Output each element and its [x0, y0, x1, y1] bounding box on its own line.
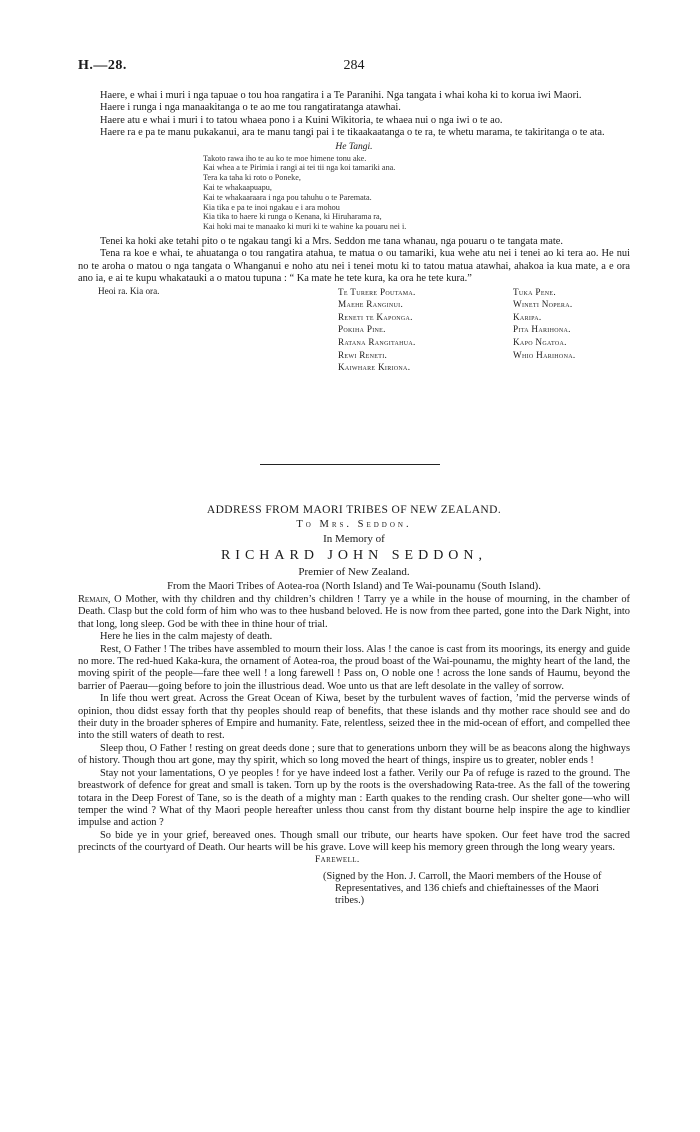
body-paragraph: Tenei ka hoki ake tetahi pito o te ngakau tangi ki a Mrs. Seddon me tana whanau, nga pouaru o te tangata mate. — [100, 236, 563, 247]
signatures-block — [78, 286, 630, 378]
poem-line: Kia tika to haere ki runga o Kenana, ki Hiruharama ra, — [203, 212, 382, 222]
signatory-name: Kapo Ngatoa. — [513, 337, 567, 347]
page-header — [78, 58, 630, 78]
poem — [203, 154, 630, 232]
farewell: Farewell. — [315, 854, 360, 865]
body-paragraph: Tena ra koe e whai, te ahuatanga o tou rangatira atahua, te matua o ou tamariki, kua wehe atu nei i tenei ao ki tera ao. He nui no te aroha o matou o nga tangata o Whanganui e noho atu nei i tenei motu ki to tatou matua atawhai, ahakoa ia kua mate, a e ora ano ia, e ai te kupu whakatauki a o matou tupuna : “ Ka mate he tete kura, ka ora he tete kura.” — [78, 248, 630, 285]
signatory-name: Rewi Reneti. — [338, 349, 388, 360]
poem-line: Kai te whakaaraara i nga pou tahuhu o te Paremata. — [203, 192, 372, 202]
intro-paragraph: Haere ra e pa te manu pukakanui, ara te manu tangi pai i te tikaakaatanga o te ra, te whetu marama, te takiritanga o te ata. — [100, 127, 605, 139]
signatory-name: Reneti te Kaponga. — [338, 311, 413, 322]
address-paragraph-text: O Mother, with thy children and thy children’s children ! Tarry ye a while in the house of mourning, in the chamber of Death. Clasp but the cold form of him who was to thee husband beloved. He is now from thee parted, gone into the Dark Night, into that long, long sleep. God be with thee in thine hour of trial. — [78, 594, 630, 630]
deceased-name: RICHARD JOHN SEDDON, — [220, 548, 488, 563]
opening-word: Remain, — [78, 594, 111, 605]
poem-line: Tera ka taha ki roto o Poneke, — [203, 173, 301, 183]
signatory-name: Pita Harihona. — [513, 324, 571, 335]
intro-paragraph: Haere i runga i nga manaakitanga o te ao me tou rangatiratanga atawhai. — [100, 102, 401, 114]
poem-line: Kai whea a te Pirimia i rangi ai tei tii nga koi tamariki ana. — [203, 163, 396, 173]
address-paragraph: Stay not your lamentations, O ye peoples ! for ye have indeed lost a father. Verily our Pa of refuge is razed to the ground. The breastwork of defence for great and small is taken. Torn up by the roots is the overshadowing Rata-tree. As the fall of the towering totara in the Deep Forest of Tane, so is the death of a mighty man : Earth quakes to the rending crash. Our shelter gone—who will temper the wind ? What of thy Maori people hereafter unless thou canst from thy distant bourne help inspire the age to kindlier impulse and action ? — [78, 767, 630, 829]
signed-note: (Signed by the Hon. J. Carroll, the Maori members of the House of Representatives, and 136 chiefs and chieftainesses of the Maori tribes.) — [323, 870, 602, 907]
section-divider — [260, 464, 440, 465]
maori-lament-section — [78, 90, 630, 378]
address-section — [78, 504, 630, 908]
signatures-column-1 — [338, 286, 416, 374]
signatory-name: Ratana Rangitahua. — [338, 337, 416, 347]
signatory-name: Tuka Pene. — [513, 286, 556, 297]
poem-line: Takoto rawa iho te au ko te moe himene tonu ake. — [203, 153, 367, 163]
poem-line: Kia tika e pa te inoi ngakau e i ara mohou — [203, 202, 340, 212]
signatory-name: Te Turere Poutama. — [338, 286, 416, 297]
address-title: ADDRESS FROM MAORI TRIBES OF NEW ZEALAND. — [206, 504, 502, 516]
address-paragraph: So bide ye in your grief, bereaved ones. Though small our tribute, our hearts have spoken. Our feet have trod the sacred precincts of the courtyard of Death. Our hearts will be his grave. Love will keep his memory green through the long weary years. — [78, 829, 630, 854]
poem-line: Kai te whakaapuapu, — [203, 183, 272, 193]
signatory-name: Wineti Nopera. — [513, 299, 573, 310]
address-paragraph: In life thou wert great. Across the Great Ocean of Kiwa, beset by the turbulent waves of faction, ’mid the perverse winds of opinion, thou didst essay forth that thy peoples should reap of benefits, that these islands and thy mother race should see and do their duty in the broader spheres of Empire and humanity. Fate, relentless, seized thee in the mid-ocean of effort, and compelled thee into the still waters of death to rest. — [78, 693, 630, 742]
address-paragraph: Rest, O Father ! The tribes have assembled to mourn their loss. Alas ! the canoe is cast from its moorings, its energy and guide no more. The red-hued Kaka-kura, the ornament of Aotea-roa, the proud boast of the Wai-pounamu, the mighty heart of the land, the moving spirit of the people—fare thee well ! a long farewell ! Pass on, O noble one ! across the lone sands of Haumu, beyond the barrier of Paerau—going before to join the illustrious dead. Woe unto us that are left desolate in the valley of sorrow. — [78, 643, 630, 692]
signatory-name: Maehe Ranginui. — [338, 299, 404, 310]
intro-paragraph: Haere atu e whai i muri i to tatou whaea pono i a Kuini Wikitoria, te whaea nui o nga iwi o te ao. — [100, 114, 503, 126]
poem-line: Kai hoki mai te manaako ki muri ki te wahine ka pouaru nei i. — [203, 222, 407, 232]
address-paragraph: Here he lies in the calm majesty of death. — [100, 631, 273, 643]
page-number: 284 — [343, 58, 365, 73]
address-from-line: From the Maori Tribes of Aotea-roa (North Island) and Te Wai-pounamu (South Island). — [167, 581, 541, 592]
signatory-name: Whio Harihona. — [513, 349, 576, 360]
closing-salutation: Heoi ra. Kia ora. — [98, 285, 160, 296]
poem-title: He Tangi. — [335, 141, 373, 152]
address-recipient: To Mrs. Seddon. — [296, 519, 412, 530]
signatory-name: Karipa. — [513, 311, 542, 322]
memory-line: In Memory of — [323, 533, 385, 545]
signatures-column-2 — [513, 286, 575, 362]
address-paragraph — [78, 594, 630, 631]
address-paragraph: Sleep thou, O Father ! resting on great deeds done ; sure that to generations unborn they will be as beacons along the highways of history. Though thou art gone, may thy spirit, which so long moved the heart of things, inspire us to greater, nobler ends ! — [78, 742, 630, 767]
signatory-name: Pokiha Pine. — [338, 324, 386, 335]
report-reference: H.—28. — [78, 58, 127, 73]
intro-paragraph: Haere, e whai i muri i nga tapuae o tou hoa rangatira i a Te Paranihi. Nga tangata i whai koha ki to korua iwi Maori. — [100, 90, 582, 101]
deceased-role: Premier of New Zealand. — [298, 566, 410, 578]
signatory-name: Kaiwhare Kiriona. — [338, 362, 411, 373]
